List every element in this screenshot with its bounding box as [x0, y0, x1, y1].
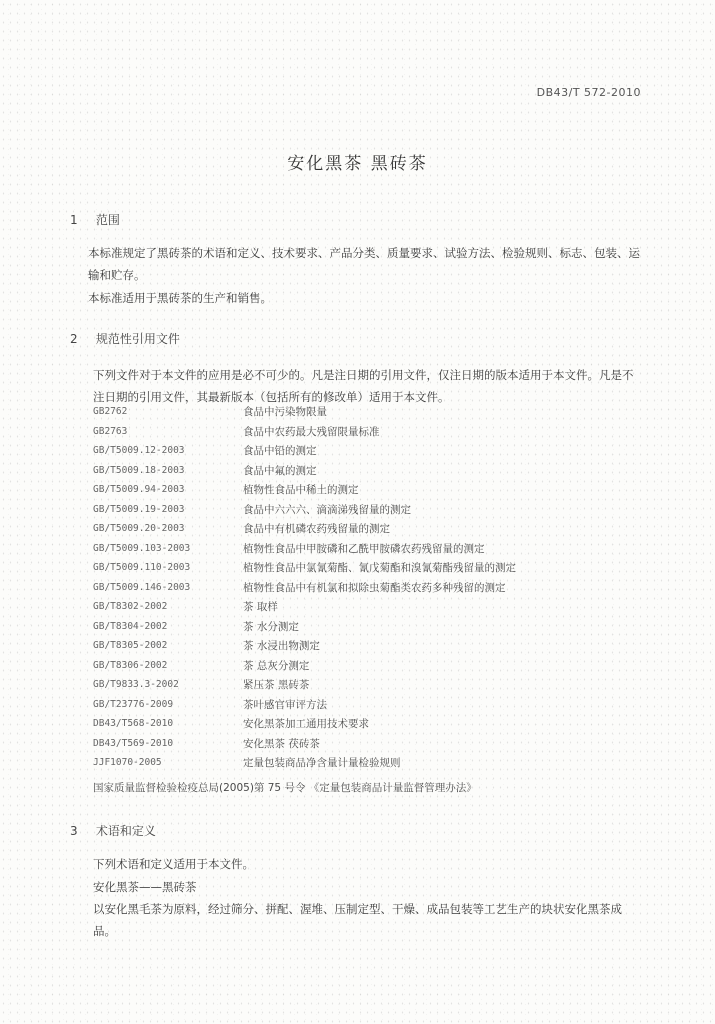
- reference-row: [93, 695, 653, 715]
- reference-code: DB43/T568-2010: [93, 718, 174, 730]
- reference-code: DB43/T569-2010: [93, 737, 174, 749]
- reference-row: [93, 578, 653, 598]
- reference-row: [93, 753, 653, 773]
- reference-row: [93, 441, 653, 461]
- reference-code: GB/T8302-2002: [93, 601, 168, 613]
- reference-code: GB/T5009.19-2003: [93, 503, 185, 515]
- scope-paragraph-2: 本标准适用于黑砖茶的生产和销售。: [88, 291, 272, 305]
- reference-code: GB/T8304-2002: [93, 620, 168, 632]
- reference-title: 植物性食品中甲胺磷和乙酰甲胺磷农药残留量的测定: [243, 542, 485, 555]
- section-2-heading: [70, 330, 180, 347]
- reference-title: 定量包装商品净含量计量检验规则: [243, 757, 401, 770]
- reference-row: [93, 617, 653, 637]
- section-3-heading: [70, 822, 156, 839]
- reference-row: [93, 714, 653, 734]
- document-title: 安化黑茶 黑砖茶: [287, 154, 428, 174]
- reference-code: GB/T5009.18-2003: [93, 464, 185, 476]
- reference-row: [93, 539, 653, 559]
- section-title: 术语和定义: [95, 824, 156, 838]
- reference-code: JJF1070-2005: [93, 757, 162, 769]
- reference-title: 食品中氟的测定: [243, 464, 317, 477]
- reference-title: 紧压茶 黑砖茶: [243, 679, 310, 692]
- reference-title: 安化黑茶加工通用技术要求: [243, 718, 369, 731]
- reference-title: 食品中农药最大残留限量标准: [243, 425, 380, 438]
- reference-row: [93, 402, 653, 422]
- reference-title: 食品中铅的测定: [243, 445, 317, 458]
- reference-row: [93, 636, 653, 656]
- reference-list: [93, 402, 653, 773]
- reference-title: 植物性食品中有机氯和拟除虫菊酯类农药多种残留的测定: [243, 581, 506, 594]
- reference-row: [93, 519, 653, 539]
- reference-code: GB/T23776-2009: [93, 698, 174, 710]
- section-number: 2: [70, 332, 78, 346]
- reference-code: GB2763: [93, 425, 128, 437]
- reference-title: 安化黑茶 茯砖茶: [243, 737, 320, 750]
- terms-intro: 下列术语和定义适用于本文件。: [93, 857, 254, 871]
- reference-code: GB/T5009.20-2003: [93, 523, 185, 535]
- reference-title: 茶叶感官审评方法: [243, 698, 327, 711]
- reference-code: GB/T5009.110-2003: [93, 562, 191, 574]
- reference-code: GB/T5009.103-2003: [93, 542, 191, 554]
- reference-code: GB2762: [93, 406, 128, 418]
- regulation-note: 国家质量监督检验检疫总局(2005)第 75 号令 《定量包装商品计量监督管理办法》: [93, 782, 477, 794]
- reference-title: 食品中有机磷农药残留量的测定: [243, 523, 390, 536]
- reference-row: [93, 461, 653, 481]
- reference-row: [93, 656, 653, 676]
- reference-title: 植物性食品中稀土的测定: [243, 484, 359, 497]
- reference-row: [93, 597, 653, 617]
- reference-code: GB/T9833.3-2002: [93, 679, 179, 691]
- reference-title: 茶 总灰分测定: [243, 659, 310, 672]
- section-number: 3: [70, 824, 78, 838]
- reference-row: [93, 480, 653, 500]
- section-title: 规范性引用文件: [95, 332, 180, 346]
- reference-code: GB/T5009.12-2003: [93, 445, 185, 457]
- reference-title: 食品中六六六、滴滴涕残留量的测定: [243, 503, 411, 516]
- reference-row: [93, 422, 653, 442]
- reference-code: GB/T5009.146-2003: [93, 581, 191, 593]
- term-name: 安化黑茶——黑砖茶: [93, 880, 197, 894]
- reference-title: 植物性食品中氯氰菊酯、氰戊菊酯和溴氰菊酯残留量的测定: [243, 562, 516, 575]
- section-number: 1: [70, 213, 78, 227]
- standard-code: DB43/T 572-2010: [536, 86, 641, 99]
- scope-paragraph-1: 本标准规定了黑砖茶的术语和定义、技术要求、产品分类、质量要求、试验方法、检验规则、标志、包装、运输和贮存。: [88, 246, 640, 282]
- section-title: 范围: [95, 213, 120, 227]
- reference-title: 食品中污染物限量: [243, 406, 327, 419]
- reference-title: 茶 水浸出物测定: [243, 640, 320, 653]
- reference-title: 茶 取样: [243, 601, 278, 614]
- term-definition: 以安化黑毛茶为原料，经过筛分、拼配、渥堆、压制定型、干燥、成品包装等工艺生产的块状安化黑茶成品。: [93, 902, 622, 938]
- references-intro: 下列文件对于本文件的应用是必不可少的。凡是注日期的引用文件，仅注日期的版本适用于本文件。凡是不注日期的引用文件，其最新版本（包括所有的修改单）适用于本文件。: [93, 368, 634, 404]
- reference-code: GB/T8306-2002: [93, 659, 168, 671]
- reference-row: [93, 675, 653, 695]
- reference-title: 茶 水分测定: [243, 620, 299, 633]
- reference-row: [93, 734, 653, 754]
- reference-code: GB/T8305-2002: [93, 640, 168, 652]
- reference-code: GB/T5009.94-2003: [93, 484, 185, 496]
- reference-row: [93, 558, 653, 578]
- section-1-heading: [70, 211, 120, 228]
- reference-row: [93, 500, 653, 520]
